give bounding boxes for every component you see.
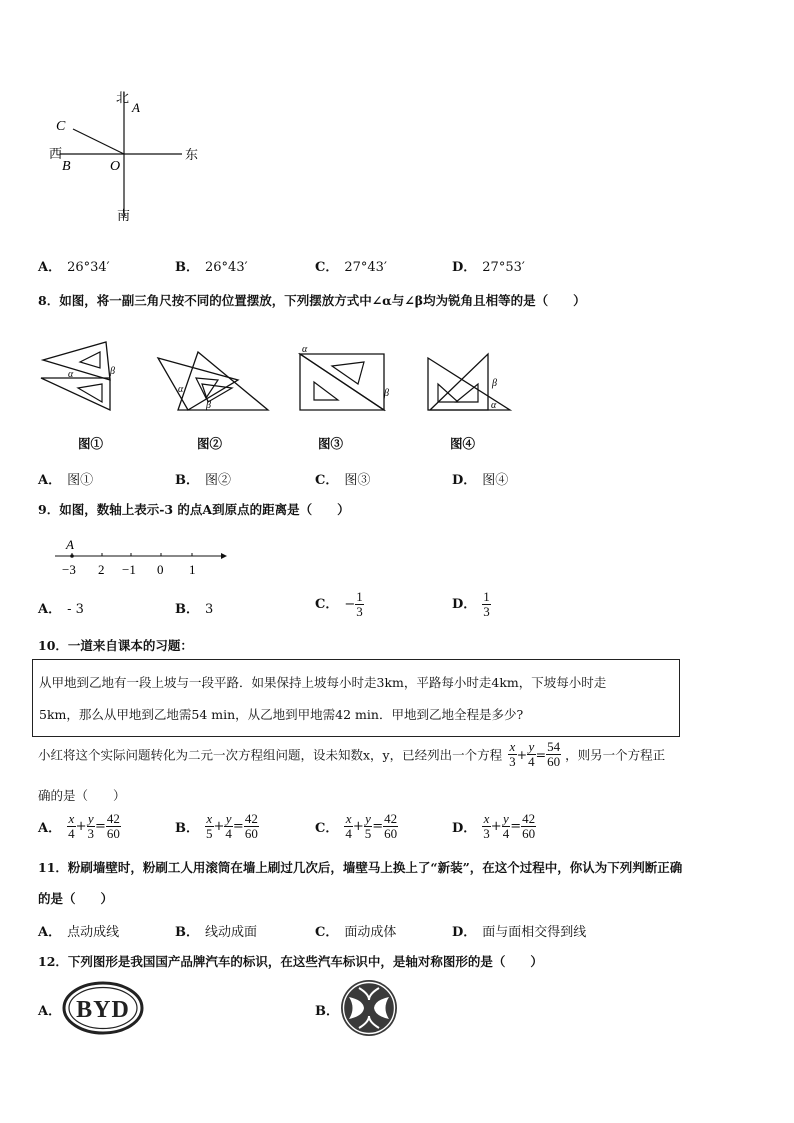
tick-label: −1 xyxy=(122,562,136,577)
q8-option-a: A． 图① xyxy=(38,473,94,488)
q10-box-line-1: 从甲地到乙地有一段上坡与一段平路．如果保持上坡每小时走3km，平路每小时走4km，下坡每小时走 xyxy=(39,675,607,690)
q8-option-b: B． 图② xyxy=(175,473,232,488)
q12-stem: 12．下列图形是我国国产品牌汽车的标识，在这些汽车标识中，是轴对称图形的是（ ） xyxy=(38,954,543,969)
svg-text:β: β xyxy=(492,378,497,389)
q10-text-line: 小红将这个实际问题转化为二元一次方程组问题，设未知数x，y，已经列出一个方程 $\frac{x}{3}$ + $\frac{y}{4}$ = $\frac{54}{60}$ ，则另一个方程正 xyxy=(38,739,666,769)
q10-stem: 10．一道来自课本的习题： xyxy=(38,638,193,653)
q10-option-d: D． $\frac{x}{3}$ + $\frac{y}{4}$ = $\frac{42}{60}$ xyxy=(452,811,536,841)
q11-option-c: C． 面动成体 xyxy=(315,925,397,940)
point-A-label: A xyxy=(66,537,74,552)
q7-option-b: B． 26°43′ xyxy=(175,260,248,275)
q8-option-c: C． 图③ xyxy=(315,473,371,488)
dongfeng-logo xyxy=(339,978,399,1038)
svg-text:β: β xyxy=(384,388,389,399)
svg-text:β: β xyxy=(206,400,211,411)
south-label: 南 xyxy=(117,208,131,223)
number-line xyxy=(55,536,235,582)
q11-stem-line-1: 11．粉刷墙壁时，粉刷工人用滚筒在墙上刷过几次后，墙壁马上换上了“新装”，在这个过程中，你认为下列判断正确 xyxy=(38,860,683,875)
q12-option-b-letter: B． xyxy=(315,1004,339,1019)
north-label: 北 xyxy=(116,90,130,105)
byd-logo-text: BYD xyxy=(76,997,130,1023)
byd-logo xyxy=(62,980,144,1036)
tick-label: −3 xyxy=(62,562,76,577)
q8-option-d: D． 图④ xyxy=(452,473,509,488)
tick-label: 2 xyxy=(98,562,105,577)
q11-option-a: A． 点动成线 xyxy=(38,925,120,940)
q10-text-line-3: 确的是（ ） xyxy=(38,788,126,803)
triangle-figure-3 xyxy=(300,344,389,410)
svg-text:α: α xyxy=(68,369,74,380)
svg-text:α: α xyxy=(491,400,497,411)
q10-option-a: A． $\frac{x}{4}$ + $\frac{y}{3}$ = $\frac{42}{60}$ xyxy=(38,811,120,841)
q12-option-a-letter: A． xyxy=(38,1004,62,1019)
q8-figure-label-1: 图① xyxy=(78,436,104,451)
q8-figures xyxy=(38,340,518,420)
q10-box-line-2: 5km，那么从甲地到乙地需54 min，从乙地到甲地需42 min．甲地到乙地全程是多少? xyxy=(39,707,524,722)
svg-text:β: β xyxy=(110,366,115,377)
q11-option-b: B． 线动成面 xyxy=(175,925,258,940)
label-C: C xyxy=(56,119,66,134)
tick-label: 1 xyxy=(189,562,196,577)
triangle-figure-4 xyxy=(428,354,510,411)
triangle-figure-1 xyxy=(41,342,115,410)
label-A: A xyxy=(132,100,140,115)
q9-stem: 9．如图，数轴上表示-3 的点A到原点的距离是（ ） xyxy=(38,502,350,517)
west-label: 西 xyxy=(49,146,63,161)
svg-text:α: α xyxy=(178,384,184,395)
svg-text:α: α xyxy=(302,344,308,355)
q10-problem-box xyxy=(32,659,680,737)
east-label: 东 xyxy=(185,147,199,162)
triangle-figure-2 xyxy=(158,352,268,411)
tick-label: 0 xyxy=(157,562,164,577)
q7-option-a: A． 26°34′ xyxy=(38,260,110,275)
q8-figure-label-2: 图② xyxy=(197,436,223,451)
q10-option-b: B． $\frac{x}{5}$ + $\frac{y}{4}$ = $\frac{42}{60}$ xyxy=(175,811,258,841)
q8-figure-label-3: 图③ xyxy=(318,436,344,451)
q11-stem-line-2: 的是（ ） xyxy=(38,891,114,906)
q10-option-c: C． $\frac{x}{4}$ + $\frac{y}{5}$ = $\frac{42}{60}$ xyxy=(315,811,398,841)
q9-option-c: C． − $\frac{1}{3}$ xyxy=(315,589,363,619)
label-B: B xyxy=(62,159,71,174)
q9-option-d: D． $\frac{1}{3}$ xyxy=(452,589,490,619)
q11-option-d: D． 面与面相交得到线 xyxy=(452,925,587,940)
label-O: O xyxy=(110,159,121,174)
compass-figure xyxy=(40,82,210,227)
q7-option-d: D． 27°53′ xyxy=(452,260,525,275)
q9-option-b: B． 3 xyxy=(175,602,214,617)
q8-figure-label-4: 图④ xyxy=(450,436,476,451)
q9-option-a: A． - 3 xyxy=(38,602,84,617)
q8-stem: 8．如图，将一副三角尺按不同的位置摆放，下列摆放方式中∠α与∠β均为锐角且相等的是（ ） xyxy=(38,293,586,308)
q7-option-c: C． 27°43′ xyxy=(315,260,387,275)
